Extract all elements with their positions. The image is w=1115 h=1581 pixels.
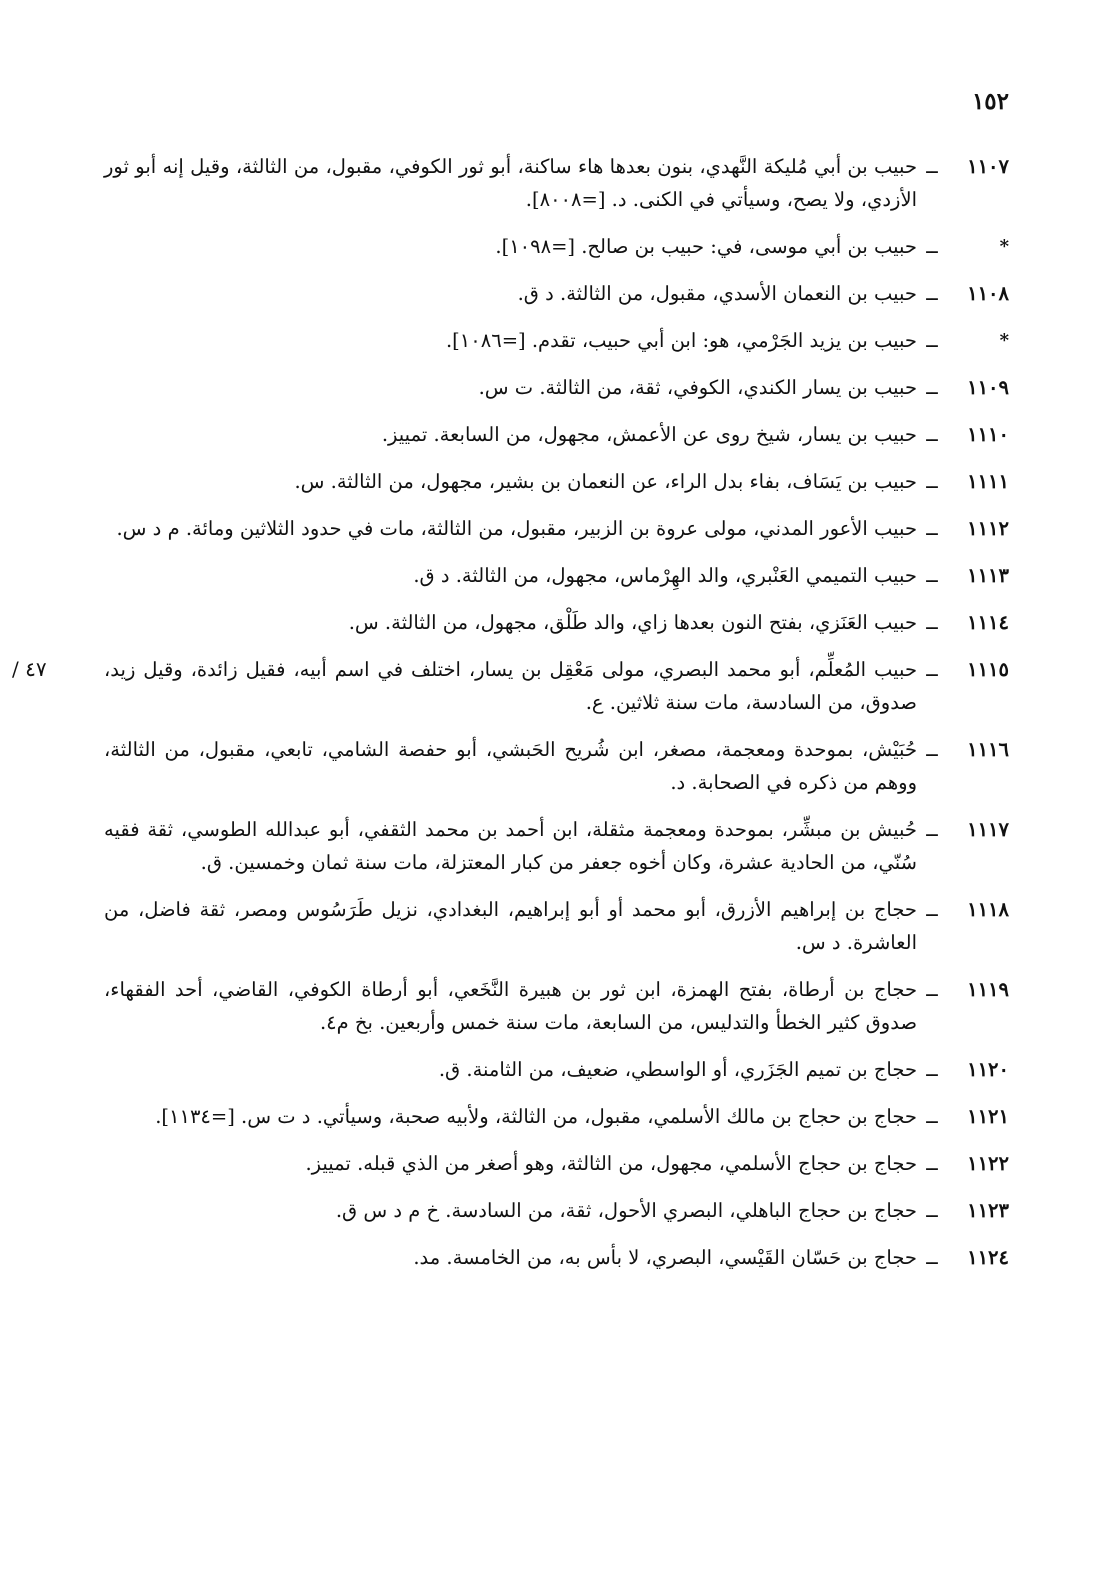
entry-dash: ــ [926, 898, 938, 921]
entry-number: ١١١٧ [967, 818, 1009, 841]
entry [104, 465, 1009, 498]
entry [12, 653, 1009, 719]
entry-dash: ــ [926, 738, 938, 761]
entry-dash: ــ [926, 1152, 938, 1175]
entry-dash: ــ [926, 1199, 938, 1222]
entry-text: حُبيش بن مبشِّر، بموحدة ومعجمة مثقلة، ابن أحمد بن محمد الثقفي، أبو عبدالله الطوسي، ثقة فقيه سُنّي، من الحادية عشرة، وكان أخوه جعفر من كبار المعتزلة، مات سنة ثمان وخمسين. ق. [104, 818, 917, 874]
entry-cross-reference [104, 324, 1009, 357]
entry-number: ١١١٢ [967, 517, 1009, 540]
entry-dash: ــ [926, 611, 938, 634]
entry-dash: ــ [926, 818, 938, 841]
entry [104, 150, 1009, 216]
entry-text: حبيب بن أبي موسى، في: حبيب بن صالح. [=١٠٩٨]. [495, 235, 917, 258]
entry-dash: ــ [926, 658, 938, 681]
entry [104, 1100, 1009, 1133]
entry-number: ١١١٠ [967, 423, 1009, 446]
entry-dash: ــ [926, 470, 938, 493]
entry [104, 893, 1009, 959]
entry-text: حجاج بن إبراهيم الأزرق، أبو محمد أو أبو إبراهيم، البغدادي، نزيل طَرَسُوس ومصر، ثقة فاضل، من العاشرة. د س. [104, 898, 917, 954]
entry-dash: ــ [926, 155, 938, 178]
entry-text: حجاج بن حجاج الباهلي، البصري الأحول، ثقة، من السادسة. خ م د س ق. [335, 1199, 917, 1222]
entry [104, 973, 1009, 1039]
entry-text: حبيب بن يزيد الجَرْمي، هو: ابن أبي حبيب، تقدم. [=١٠٨٦]. [445, 329, 917, 352]
entry [104, 559, 1009, 592]
entry [104, 1053, 1009, 1086]
entry-number: ١١١٣ [967, 564, 1009, 587]
entry-text: حُبَيْش، بموحدة ومعجمة، مصغر، ابن شُريح الحَبشي، أبو حفصة الشامي، تابعي، مقبول، من الثالثة، ووهم من ذكره في الصحابة. د. [104, 738, 917, 794]
entry-text: حبيب العَنَزي، بفتح النون بعدها زاي، والد طَلْق، مجهول، من الثالثة. س. [348, 611, 917, 634]
entry-text: حبيب بن يَسَاف، بفاء بدل الراء، عن النعمان بن بشير، مجهول، من الثالثة. س. [294, 470, 917, 493]
entry-dash: ــ [926, 1246, 938, 1269]
entry-dash: ــ [926, 517, 938, 540]
entry-number: ١١٠٧ [967, 155, 1009, 178]
entry-number: ١١٢٣ [967, 1199, 1009, 1222]
entry-number: ١١١٩ [967, 978, 1009, 1001]
entry-text: حجاج بن حجاج الأسلمي، مجهول، من الثالثة، وهو أصغر من الذي قبله. تمييز. [305, 1152, 917, 1175]
entry [104, 418, 1009, 451]
entry-text: حبيب الأعور المدني، مولى عروة بن الزبير، مقبول، من الثالثة، مات في حدود الثلاثين ومائة. م د س. [116, 517, 917, 540]
entry [104, 606, 1009, 639]
entry-text: حجاج بن أرطاة، بفتح الهمزة، ابن ثور بن هبيرة النَّخَعي، أبو أرطاة الكوفي، القاضي، أحد الفقهاء، صدوق كثير الخطأ والتدليس، من السابعة، مات سنة خمس وأربعين. بخ م٤. [104, 978, 917, 1034]
entry-text: حبيب بن النعمان الأسدي، مقبول، من الثالثة. د ق. [517, 282, 917, 305]
entry-cross-reference [104, 230, 1009, 263]
entry-dash: ــ [926, 1058, 938, 1081]
entry [104, 512, 1009, 545]
entry-number: ١١٠٩ [967, 376, 1009, 399]
margin-page-marker: ٤٧ / [12, 657, 47, 681]
entry-dash: ــ [926, 235, 938, 258]
entry-dash: ــ [926, 282, 938, 305]
entry-dash: ــ [926, 329, 938, 352]
entry-text: حجاج بن تميم الجَزَري، أو الواسطي، ضعيف، من الثامنة. ق. [438, 1058, 917, 1081]
entry-list [12, 150, 1009, 1288]
entry-number: ١١١٤ [967, 611, 1009, 634]
entry-number: ١١٢٠ [967, 1058, 1009, 1081]
entry-number: ١١١٦ [967, 738, 1009, 761]
entry [104, 277, 1009, 310]
entry-text: حبيب بن يسار، شيخ روى عن الأعمش، مجهول، من السابعة. تمييز. [381, 423, 917, 446]
entry [104, 1241, 1009, 1274]
entry-star-marker: * [999, 236, 1009, 257]
entry-dash: ــ [926, 564, 938, 587]
entry-dash: ــ [926, 978, 938, 1001]
entry [104, 813, 1009, 879]
entry-text: حجاج بن حجاج بن مالك الأسلمي، مقبول، من الثالثة، ولأبيه صحبة، وسيأتي. د ت س. [=١١٣٤]. [155, 1105, 917, 1128]
entry-number: ١١١٨ [967, 898, 1009, 921]
entry-number: ١١٢٢ [967, 1152, 1009, 1175]
entry-number: ١١١٥ [967, 658, 1009, 681]
entry-number: ١١١١ [967, 470, 1009, 493]
entry-text: حبيب بن يسار الكندي، الكوفي، ثقة، من الثالثة. ت س. [478, 376, 917, 399]
entry-number: ١١٢١ [967, 1105, 1009, 1128]
entry-dash: ــ [926, 1105, 938, 1128]
entry-dash: ــ [926, 423, 938, 446]
entry-text: حجاج بن حَسّان القَيْسي، البصري، لا بأس به، من الخامسة. مد. [413, 1246, 917, 1269]
page-number: ١٥٢ [971, 88, 1009, 115]
entry [104, 1194, 1009, 1227]
entry-text: حبيب التميمي العَنْبري، والد الهِرْماس، مجهول، من الثالثة. د ق. [413, 564, 917, 587]
entry-star-marker: * [999, 330, 1009, 351]
entry-number: ١١٢٤ [967, 1246, 1009, 1269]
entry [104, 733, 1009, 799]
entry-text: حبيب المُعلِّم، أبو محمد البصري، مولى مَعْقِل بن يسار، اختلف في اسم أبيه، فقيل زائدة، وقيل زيد، صدوق، من السادسة، مات سنة ثلاثين. ع. [104, 658, 917, 714]
entry-dash: ــ [926, 376, 938, 399]
entry-number: ١١٠٨ [967, 282, 1009, 305]
entry [104, 371, 1009, 404]
entry [104, 1147, 1009, 1180]
entry-text: حبيب بن أبي مُليكة النَّهدي، بنون بعدها هاء ساكنة، أبو ثور الكوفي، مقبول، من الثالثة، وقيل إنه أبو ثور الأزدي، ولا يصح، وسيأتي في الكنى. د. [=٨٠٠٨]. [104, 155, 917, 211]
